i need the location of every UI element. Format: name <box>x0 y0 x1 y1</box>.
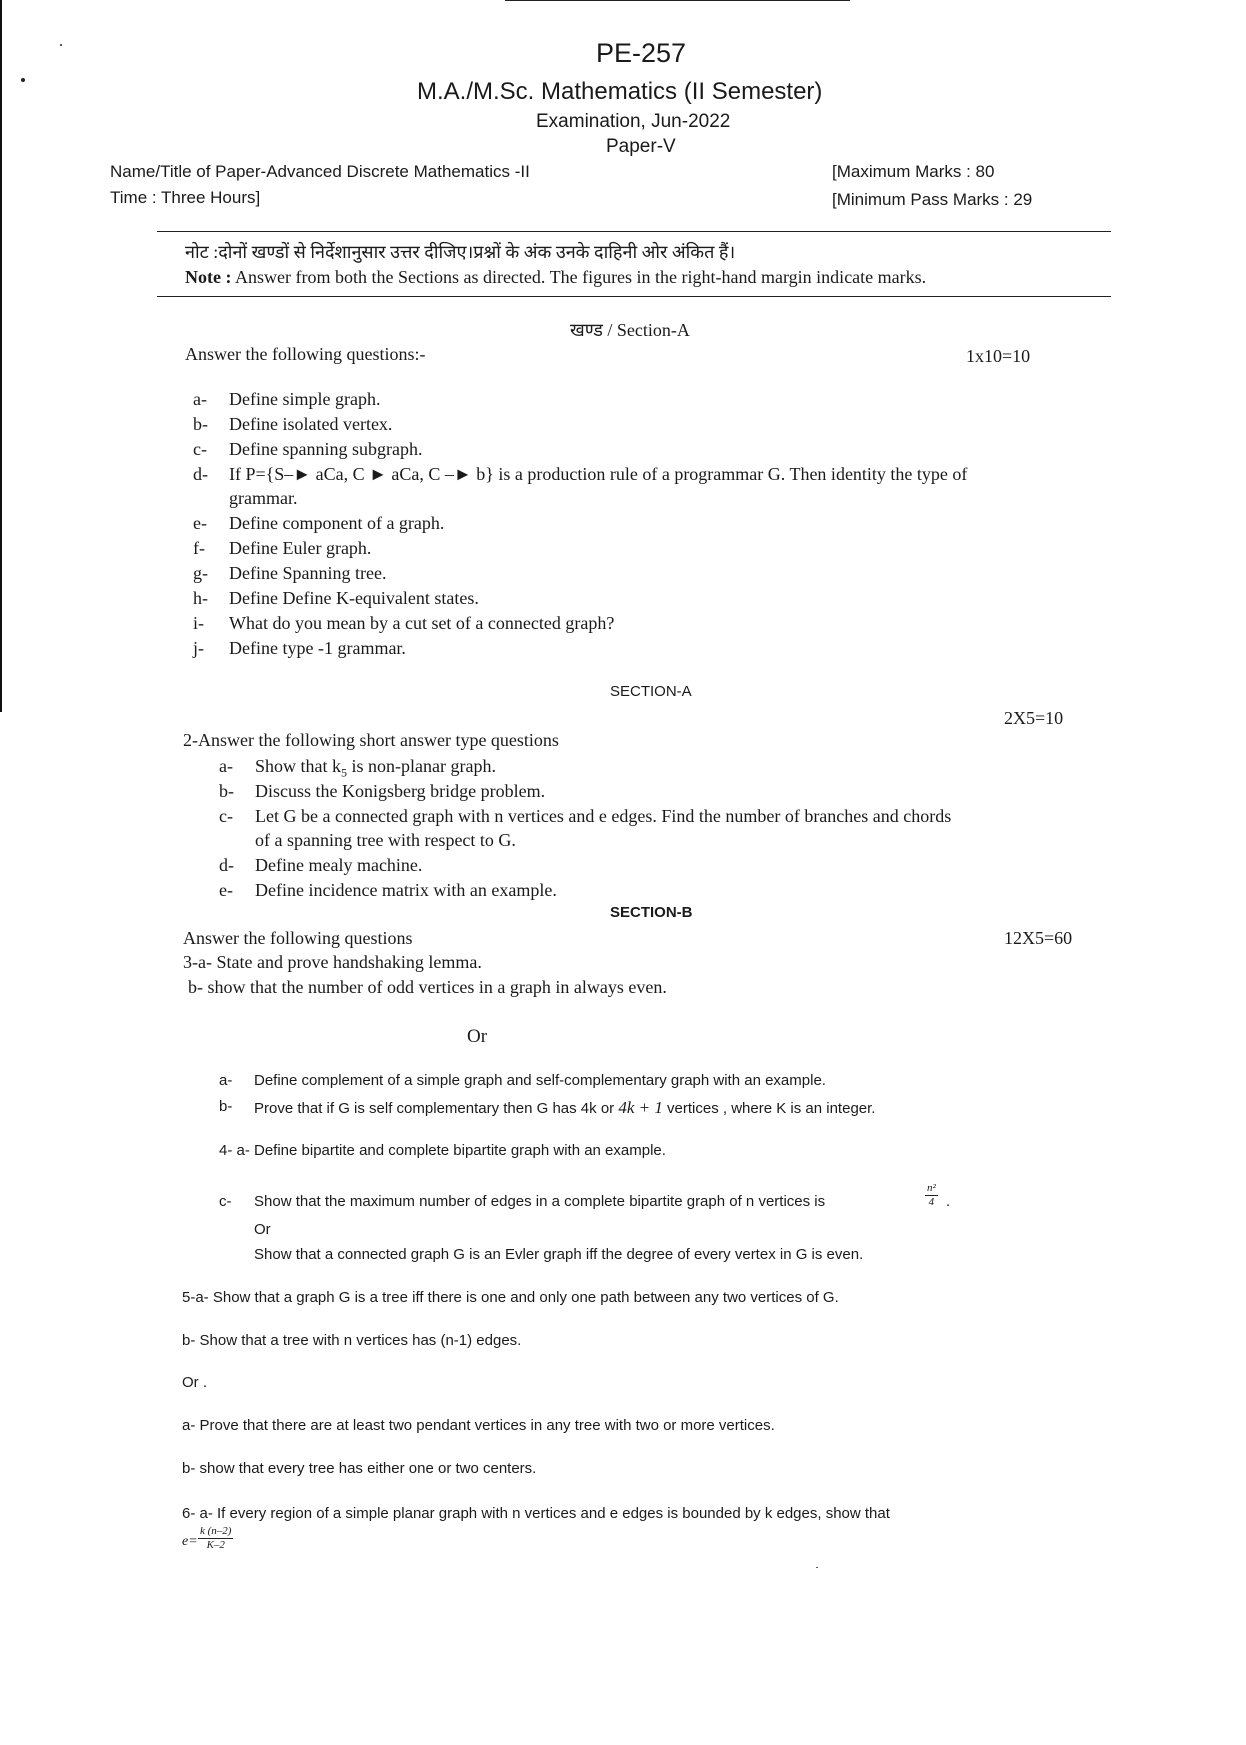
header-divider <box>157 231 1111 232</box>
q5-part-b: b- Show that a tree with n vertices has (n-1) edges. <box>182 1332 522 1349</box>
question-text: Define type -1 grammar. <box>229 638 406 658</box>
short-answer-instruction: 2-Answer the following short answer type questions <box>183 730 559 750</box>
subscript: 5 <box>341 765 348 780</box>
question-label: b- <box>219 1098 233 1115</box>
question-text: If P={S–► aCa, C ► aCa, C –► b} is a production rule of a programmar G. Then identity the type of <box>229 464 968 484</box>
section-b-marks: 12X5=60 <box>1004 928 1073 948</box>
q5-alt-part-b: b- show that every tree has either one or two centers. <box>182 1460 537 1477</box>
sentence-end: . <box>946 1193 951 1210</box>
question-label: a- <box>219 1072 233 1089</box>
q4-part-c: Show that the maximum number of edges in a complete bipartite graph of n vertices is <box>254 1193 826 1210</box>
note-text: Answer from both the Sections as directed. The figures in the right-hand margin indicate marks. <box>231 267 927 287</box>
question-label: f- <box>193 538 205 558</box>
paper-code: PE-257 <box>596 38 687 68</box>
question-label: j- <box>193 638 204 658</box>
question-text-part: is non-planar graph. <box>347 756 496 776</box>
question-text: Define component of a graph. <box>229 513 445 533</box>
section-b-instruction: Answer the following questions <box>183 928 413 948</box>
q3-part-a: 3-a- State and prove handshaking lemma. <box>183 952 482 972</box>
minimum-pass-marks: [Minimum Pass Marks : 29 <box>832 190 1033 209</box>
question-text-part: Show that k <box>255 756 342 776</box>
or-separator: Or <box>254 1221 271 1238</box>
question-text: Let G be a connected graph with n vertices and e edges. Find the number of branches and chords <box>255 806 952 826</box>
fraction-numerator: k (n–2) <box>200 1525 232 1537</box>
question-text: Define Euler graph. <box>229 538 372 558</box>
question-text: Define simple graph. <box>229 389 381 409</box>
question-continuation: of a spanning tree with respect to G. <box>255 830 516 850</box>
short-answer-marks: 2X5=10 <box>1004 708 1064 728</box>
question-label: b- <box>193 414 208 434</box>
question-text: Define Define K-equivalent states. <box>229 588 479 608</box>
question-label: b- <box>219 781 234 801</box>
question-text <box>255 756 496 781</box>
question-label: i- <box>193 613 204 633</box>
note-label: Note : <box>185 267 232 287</box>
course-title: M.A./M.Sc. Mathematics (II Semester) <box>417 78 823 105</box>
note-english <box>185 267 926 288</box>
scan-speck <box>816 1567 818 1568</box>
section-a-marks: 1x10=10 <box>966 346 1031 366</box>
question-label: g- <box>193 563 208 583</box>
question-label: e- <box>219 880 233 900</box>
question-text: Define spanning subgraph. <box>229 439 423 459</box>
question-text: What do you mean by a cut set of a connected graph? <box>229 613 615 633</box>
or-separator: Or <box>467 1026 488 1047</box>
question-label: h- <box>193 588 208 608</box>
question-text-part: vertices , where K is an integer. <box>662 1100 876 1117</box>
scan-speck <box>60 44 62 46</box>
or-separator: Or . <box>182 1374 207 1391</box>
question-text: Define Spanning tree. <box>229 563 387 583</box>
question-text: Define incidence matrix with an example. <box>255 880 557 900</box>
scan-edge-line <box>0 0 2 712</box>
question-label: e- <box>193 513 207 533</box>
question-continuation: grammar. <box>229 488 298 508</box>
fraction-denominator: K–2 <box>206 1539 225 1551</box>
section-b-heading: SECTION-B <box>610 904 693 921</box>
question-label: c- <box>219 1193 232 1210</box>
q4-part-a: 4- a- Define bipartite and complete bipartite graph with an example. <box>219 1142 666 1159</box>
note-divider <box>157 296 1111 297</box>
q5-alt-part-a: a- Prove that there are at least two pendant vertices in any tree with two or more vertices. <box>182 1417 775 1434</box>
short-answer-heading: SECTION-A <box>610 683 692 700</box>
question-label: c- <box>219 806 233 826</box>
q3-alt-part-a: Define complement of a simple graph and self-complementary graph with an example. <box>254 1072 826 1089</box>
section-a-instruction: Answer the following questions:- <box>185 344 426 364</box>
paper-title: Name/Title of Paper-Advanced Discrete Mathematics -II <box>110 162 530 181</box>
fraction-denominator: 4 <box>928 1196 935 1208</box>
note-hindi: नोट :दोनों खण्डों से निर्देशानुसार उत्तर दीजिए।प्रश्नों के अंक उनके दाहिनी ओर अंकित हैं। <box>185 242 736 262</box>
maximum-marks: [Maximum Marks : 80 <box>832 162 995 181</box>
q3-part-b: b- show that the number of odd vertices in a graph in always even. <box>188 977 667 997</box>
time-allowed: Time : Three Hours] <box>110 188 261 207</box>
fraction-numerator: n² <box>927 1182 936 1194</box>
question-label: a- <box>193 389 207 409</box>
math-expression: 4k + 1 <box>618 1098 663 1117</box>
q5-part-a: 5-a- Show that a graph G is a tree iff there is one and only one path between any two vertices of G. <box>182 1289 839 1306</box>
question-text: Discuss the Konigsberg bridge problem. <box>255 781 546 801</box>
scan-top-line <box>505 0 850 1</box>
question-text-part: Prove that if G is self complementary then G has 4k or <box>254 1100 619 1117</box>
equation-lhs: e= <box>182 1534 198 1549</box>
question-label: c- <box>193 439 207 459</box>
q4-alt: Show that a connected graph G is an Evler graph iff the degree of every vertex in G is even. <box>254 1246 864 1263</box>
question-label: a- <box>219 756 233 776</box>
question-text: Define isolated vertex. <box>229 414 393 434</box>
q6-part-a: 6- a- If every region of a simple planar graph with n vertices and e edges is bounded by k edges, show that <box>182 1505 890 1522</box>
fraction-n-squared-over-4 <box>925 1182 938 1209</box>
paper-number: Paper-V <box>606 136 676 157</box>
question-text: Define mealy machine. <box>255 855 423 875</box>
q3-alt-part-b <box>254 1098 875 1118</box>
question-label: d- <box>193 464 208 484</box>
exam-session: Examination, Jun-2022 <box>536 111 731 132</box>
scan-speck <box>21 78 25 82</box>
fraction-k-n-minus-2-over-k-minus-2 <box>198 1525 233 1552</box>
section-a-heading: खण्ड / Section-A <box>570 320 690 340</box>
question-label: d- <box>219 855 234 875</box>
